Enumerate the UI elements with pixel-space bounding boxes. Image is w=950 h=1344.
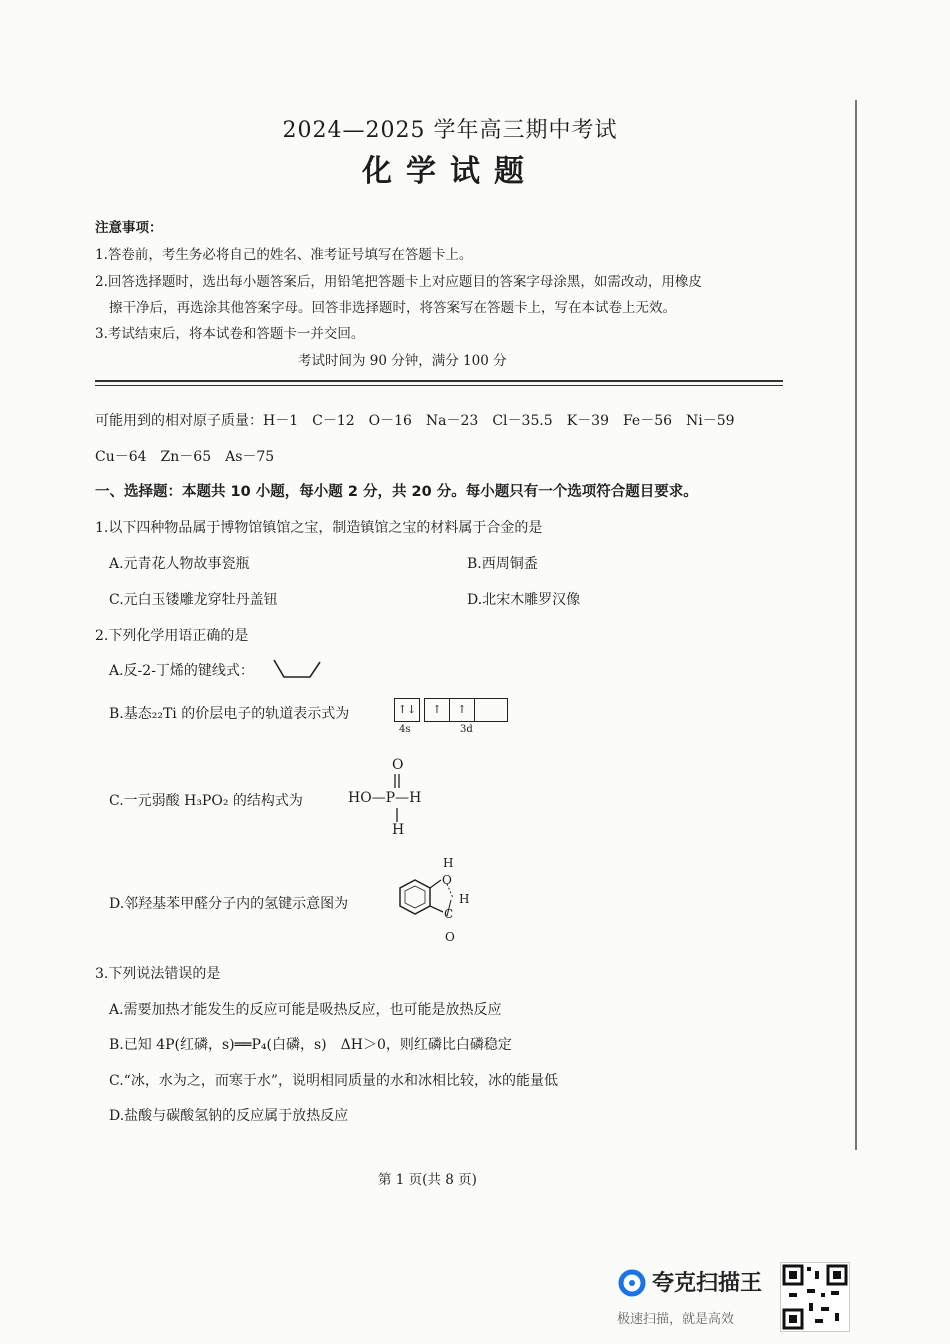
notice-heading: 注意事项： (95, 220, 163, 236)
section-heading: 一、选择题：本题共 10 小题，每小题 2 分，共 20 分。每小题只有一个选项符合题目要求。 (95, 484, 698, 500)
scan-edge-line (855, 100, 857, 1150)
q2-stem: 2.下列化学用语正确的是 (95, 628, 249, 644)
q3-option-b: B.已知 4P(红磷，s)══P₄(白磷，s) ΔH＞0，则红磷比白磷稳定 (109, 1037, 512, 1053)
q1-stem: 1.以下四种物品属于博物馆镇馆之宝，制造镇馆之宝的材料属于合金的是 (95, 520, 543, 536)
trans-2-butene-skeletal-image (272, 656, 324, 682)
atomic-mass-line-1: 可能用到的相对原子质量：H－1 C－12 O－16 Na－23 Cl－35.5 K－39 Fe－56 Ni－59 (95, 413, 735, 429)
q1-option-b: B.西周铜盉 (467, 556, 538, 572)
diagram-o-top: O (442, 873, 452, 887)
orbital-4s-box (394, 698, 420, 722)
orbital-label-4s: 4s (399, 724, 411, 735)
q3-option-a: A.需要加热才能发生的反应可能是吸热反应，也可能是放热反应 (109, 1002, 502, 1018)
h3po2-structure-row: HO—P—H (348, 790, 422, 806)
h3po2-bottom-h: H (392, 822, 405, 838)
orbital-3d-arrow-2: ↑ (450, 699, 475, 721)
q1-option-a: A.元青花人物故事瓷瓶 (109, 556, 250, 572)
scanner-slogan: 极速扫描，就是高效 (617, 1312, 735, 1327)
orbital-label-3d: 3d (460, 724, 473, 735)
orbital-4s-arrow: ↑↓ (397, 703, 417, 716)
notice-item-2-cont: 擦干净后，再选涂其他答案字母。回答非选择题时，将答案写在答题卡上，写在本试卷上无效。 (109, 300, 676, 316)
notice-item-2: 2.回答选择题时，选出每小题答案后，用铅笔把答题卡上对应题目的答案字母涂黑，如需改动，用橡皮 (95, 274, 702, 290)
diagram-h-right: H (459, 892, 470, 906)
q1-option-d: D.北宋木雕罗汉像 (467, 592, 581, 608)
scanner-logo-icon (617, 1268, 647, 1298)
orbital-3d-arrow-1: ↑ (425, 699, 450, 721)
qr-code-image (780, 1262, 850, 1332)
q1-option-c: C.元白玉镂雕龙穿牡丹盖钮 (109, 592, 278, 608)
notice-item-1: 1.答卷前，考生务必将自己的姓名、准考证号填写在答题卡上。 (95, 247, 473, 263)
exam-year-title: 2024—2025 学年高三期中考试 (282, 118, 618, 143)
q3-option-c: C.“冰，水为之，而寒于水”，说明相同质量的水和冰相比较，冰的能量低 (109, 1073, 558, 1089)
q2-option-b: B.基态₂₂Ti 的价层电子的轨道表示式为 (109, 706, 350, 722)
hydrogen-bond-diagram (395, 870, 465, 932)
q2-option-a: A.反-2-丁烯的键线式： (109, 663, 254, 679)
h3po2-top-o: O (392, 757, 404, 773)
scanner-brand: 夸克扫描王 (652, 1271, 763, 1296)
q2-option-d: D.邻羟基苯甲醛分子内的氢键示意图为 (109, 896, 349, 912)
orbital-3d-box (424, 698, 508, 722)
subject-title: 化学试题 (362, 154, 538, 189)
separator-bottom (95, 385, 783, 386)
atomic-mass-line-2: Cu－64 Zn－65 As－75 (95, 449, 275, 465)
h3po2-bonds-image (390, 772, 404, 826)
diagram-o-bottom: O (445, 930, 455, 944)
notice-item-3: 3.考试结束后，将本试卷和答题卡一并交回。 (95, 326, 365, 342)
q3-stem: 3.下列说法错误的是 (95, 966, 221, 982)
page-number: 第 1 页(共 8 页) (378, 1172, 477, 1188)
exam-time-line: 考试时间为 90 分钟，满分 100 分 (298, 353, 507, 369)
separator-top (95, 380, 783, 382)
q3-option-d: D.盐酸与碳酸氢钠的反应属于放热反应 (109, 1108, 349, 1124)
diagram-h-top: H (443, 856, 454, 870)
q2-option-c: C.一元弱酸 H₃PO₂ 的结构式为 (109, 793, 303, 809)
orbital-3d-arrow-3 (475, 699, 499, 721)
diagram-c: C (444, 907, 454, 921)
